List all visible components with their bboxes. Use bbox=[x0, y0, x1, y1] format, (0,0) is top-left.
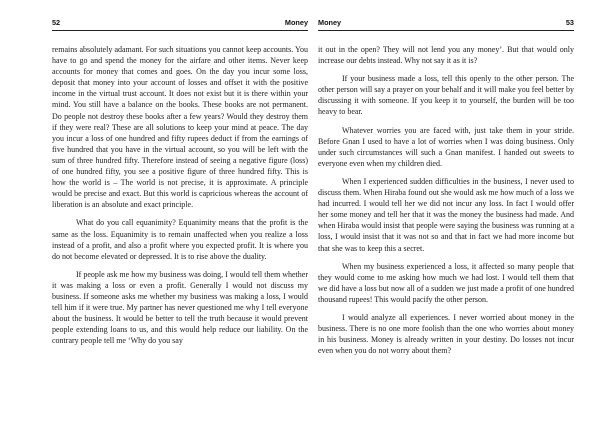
left-page bbox=[52, 18, 308, 346]
right-paragraph-6: I would analyze all experiences. I never worried about money in the business. There is no one more foolish than the one who worries about money in his business. Money is already written in your destiny. Do losses not incur even when you do not worry about them? bbox=[318, 312, 574, 356]
right-paragraph-5: When my business experienced a loss, it affected so many people that they would come to me asking how much we had lost. I would tell them that we did have a loss but now all of a sudden we just made a profit of one hundred thousand rupees! This would pacify the other person. bbox=[318, 261, 574, 304]
right-paragraph-3: Whatever worries you are faced with, just take them in your stride. Before Gnan I used to have a lot of worries when I was doing business. Only under such circumstances will such a Gnan manifest. I handed out sweets to everyone even when my children died. bbox=[318, 125, 574, 168]
right-paragraph-4: When I experienced sudden difficulties in the business, I never used to discuss them. When Hiraba found out she would ask me how much of a loss we had incurred. I would tell her we did not incur any loss. In fact I would offer her some money and tell her that it was the money the business had made. And when Hiraba would insist that people were saying the business was running at a loss, I would insist that it was not so and that in fact we had more income but that she was to keep this a secret. bbox=[318, 176, 574, 253]
left-running-title: Money bbox=[284, 18, 308, 27]
left-paragraph-3: If people ask me how my business was doing, I would tell them whether it was making a loss or even a profit. Generally I would not discuss my business. If someone asks me whether my business was making a loss, I would tell him if it were true. My partner has never questioned me why I tell everyone about the business. It would be better to tell the truth because it would prevent people extending loans to us, and this would help reduce our liability. On the contrary people tell me ‘Why do you say bbox=[52, 269, 308, 346]
right-page-number: 53 bbox=[565, 18, 574, 27]
right-running-head bbox=[318, 18, 574, 31]
left-running-head bbox=[52, 18, 308, 31]
left-paragraph-1: remains absolutely adamant. For such situations you cannot keep accounts. You have to go and spend the money for the airfare and other items. Never keep accounts for money that comes and goes. On the day you incur some loss, deposit that money into your account of losses and offset it with the positive income in the virtual trust account. It does not exist but it is there within your mind. You still have a balance on the books. These books are not permanent. Do people not destroy these books after a few years? Would they destroy them if they were real? These are all solutions to keep your mind at peace. The day you incur a loss of one hundred and fifty rupees deduct if from the earnings of five hundred that you have in the virtual account, so you will be left with the sum of three hundred fifty. Therefore instead of seeing a negative figure (loss) of one hundred fifty, you see a positive figure of three hundred fifty. This is how the world is – The world is not precise, it is approximate. A principle would be precise and exact. But this world is capricious whereas the account of liberation is an absolute and exact principle. bbox=[52, 45, 308, 210]
right-paragraph-1: it out in the open? They will not lend you any money’. But that would only increase our debts instead. Why not say it as it is? bbox=[318, 45, 574, 66]
right-paragraph-2: If your business made a loss, tell this openly to the other person. The other person will say a prayer on your behalf and it will make you feel better by discussing it with someone. If you keep it to yourself, the burden will be too heavy to bear. bbox=[318, 74, 574, 117]
left-page-number: 52 bbox=[52, 18, 61, 27]
right-page-body bbox=[318, 44, 574, 356]
left-paragraph-2: What do you call equanimity? Equanimity means that the profit is the same as the loss. Equanimity is to remain unaffected when you realize a loss instead of a profit, and also a profit where you expected profit. It is where you do not become elevated or depressed. It is to rise above the duality. bbox=[52, 218, 308, 261]
right-page bbox=[318, 18, 574, 356]
right-running-title: Money bbox=[318, 18, 342, 27]
left-page-body bbox=[52, 44, 308, 346]
